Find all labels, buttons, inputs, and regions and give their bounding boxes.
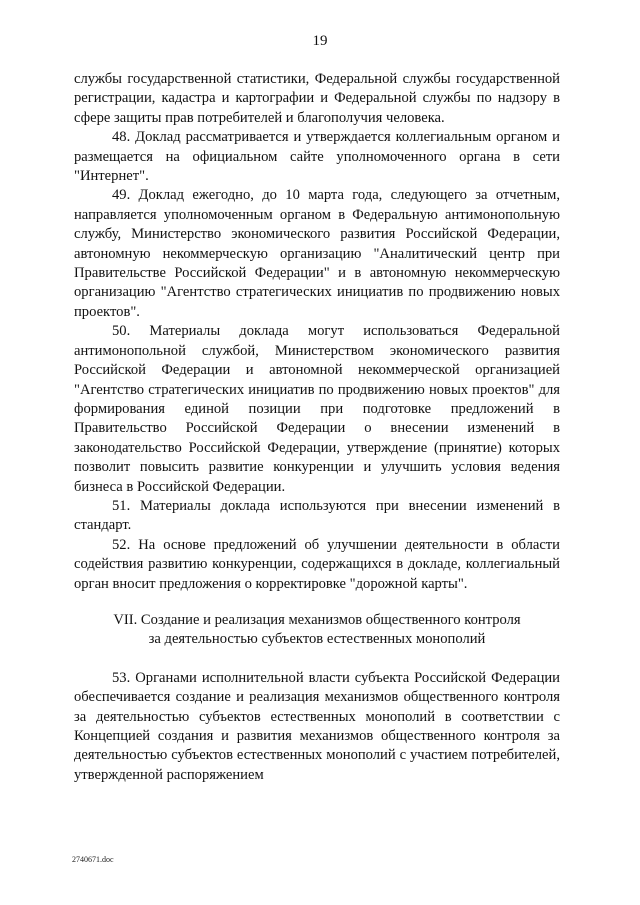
section-heading-line-2: за деятельностью субъектов естественных монополий [148,631,486,648]
section-heading-line-1: VII. Создание и реализация механизмов общественного контроля [113,611,521,628]
footer-file-name: 2740671.doc [72,855,114,864]
paragraph-continuation: службы государственной статистики, Федеральной службы государственной регистрации, кадастра и картографии и Федеральной службы по надзору в сфере защиты прав потребителей и благополучия человека. [74,71,560,126]
paragraph-53: 53. Органами исполнительной власти субъекта Российской Федерации обеспечивается создание и реализация механизмов общественного контроля за деятельностью субъектов естественных монополий в соответствии с Концепцией создания и развития механизмов общественного контроля за деятельностью субъектов естественных монополий с участием потребителей, утвержденной распоряжением [74,669,560,783]
paragraph-50: 50. Материалы доклада могут использоваться Федеральной антимонопольной службой, Министерством экономического развития Российской Федерации и автономной некоммерческой организацией "Агентство стратегических инициатив по продвижению новых проектов" для формирования единой позиции при подготовке предложений в Правительство Российской Федерации о внесении изменений в законодательство Российской Федерации, утверждение (принятие) которых позволит повысить развитие конкуренции и улучшить условия ведения бизнеса в Российской Федерации. [74,323,560,495]
paragraph-52: 52. На основе предложений об улучшении деятельности в области содействия развитию конкуренции, содержащихся в докладе, коллегиальный орган вносит предложения о корректировке "дорожной карты". [74,536,560,592]
paragraph-49: 49. Доклад ежегодно, до 10 марта года, следующего за отчетным, направляется уполномоченным органом в Федеральную антимонопольную службу, Министерство экономического развития Российской Федерации, автономную некоммерческую организацию "Аналитический центр при Правительстве Российской Федерации" и в автономную некоммерческую организацию "Агентство стратегических инициатив по продвижению новых проектов". [74,187,560,320]
page-number: 19 [312,33,328,49]
paragraph-51: 51. Материалы доклада используются при внесении изменений в стандарт. [74,497,560,534]
paragraph-48: 48. Доклад рассматривается и утверждается коллегиальным органом и размещается на официальном сайте уполномоченного органа в сети "Интернет". [74,129,560,185]
section-heading [74,611,560,650]
document-body [74,70,560,785]
